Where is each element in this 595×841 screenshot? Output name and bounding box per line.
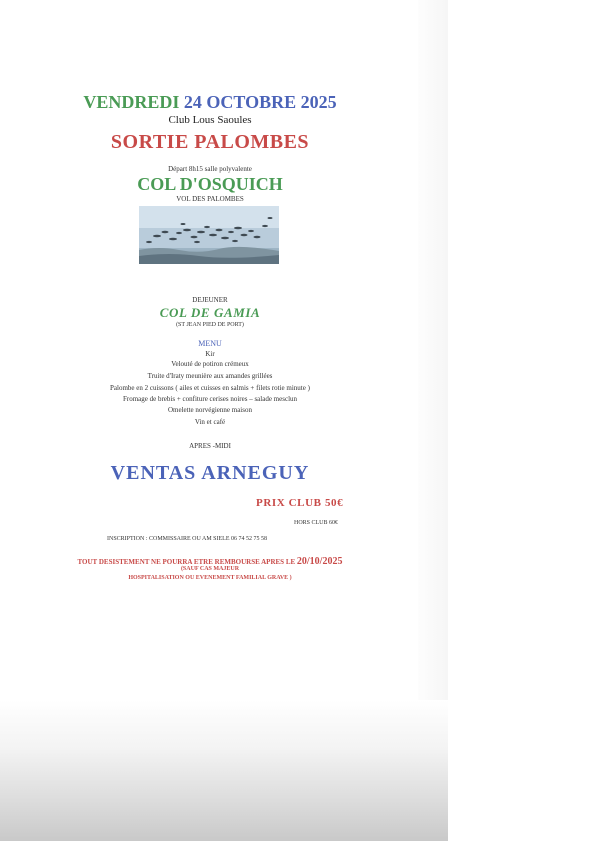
- menu-item: Omelette norvégienne maison: [168, 406, 252, 414]
- cancellation-exception-detail: HOSPITALISATION OU EVENEMENT FAMILIAL GRAVE ): [128, 575, 292, 581]
- event-day: VENDREDI: [83, 92, 184, 112]
- non-club-price: HORS CLUB 60€: [294, 520, 339, 526]
- departure-info: Départ 8h15 salle polyvalente: [168, 165, 252, 173]
- cancellation-deadline: 20/10/2025: [296, 556, 343, 567]
- morning-destination: COL D'OSQUICH: [137, 174, 283, 194]
- club-name: Club Lous Saoules: [168, 114, 252, 126]
- pigeon-flock-image: [139, 206, 279, 264]
- lunch-place-detail: (ST JEAN PIED DE PORT): [176, 322, 244, 328]
- lunch-place: COL DE GAMIA: [159, 305, 261, 320]
- cancellation-exception: (SAUF CAS MAJEUR: [180, 566, 240, 572]
- event-date: [0, 92, 420, 113]
- menu-item: Palombe en 2 cuissons ( ailes et cuisses en salmis + filets rotie minute ): [110, 384, 310, 392]
- menu-title: MENU: [198, 339, 222, 348]
- club-price: PRIX CLUB 50€: [256, 497, 344, 509]
- cancellation-text: TOUT DESISTEMENT NE POURRA ETRE REMBOURSE APRES LE: [77, 558, 297, 566]
- afternoon-place: VENTAS ARNEGUY: [110, 462, 310, 484]
- menu-item: Vin et café: [194, 418, 226, 426]
- menu-item: Velouté de potiron crémeux: [171, 360, 249, 368]
- pigeon-flight-photo: [139, 206, 279, 264]
- afternoon-heading: APRES -MIDI: [189, 442, 231, 450]
- morning-activity: VOL DES PALOMBES: [176, 195, 244, 203]
- event-title: SORTIE PALOMBES: [110, 131, 310, 153]
- registration-info: INSCRIPTION : COMMISSAIRE OU AM SIELE 06 74 52 75 58: [107, 536, 268, 542]
- menu-item: Fromage de brebis + confiture cerises noires – salade mesclun: [122, 395, 298, 403]
- lunch-heading: DEJEUNER: [192, 296, 228, 304]
- menu-item: Truite d'Iraty meunière aux amandes grillées: [147, 372, 273, 380]
- menu-item: Kir: [205, 350, 215, 358]
- event-date-text: 24 OCTOBRE 2025: [183, 92, 337, 112]
- scan-bottom-shadow: [0, 700, 448, 841]
